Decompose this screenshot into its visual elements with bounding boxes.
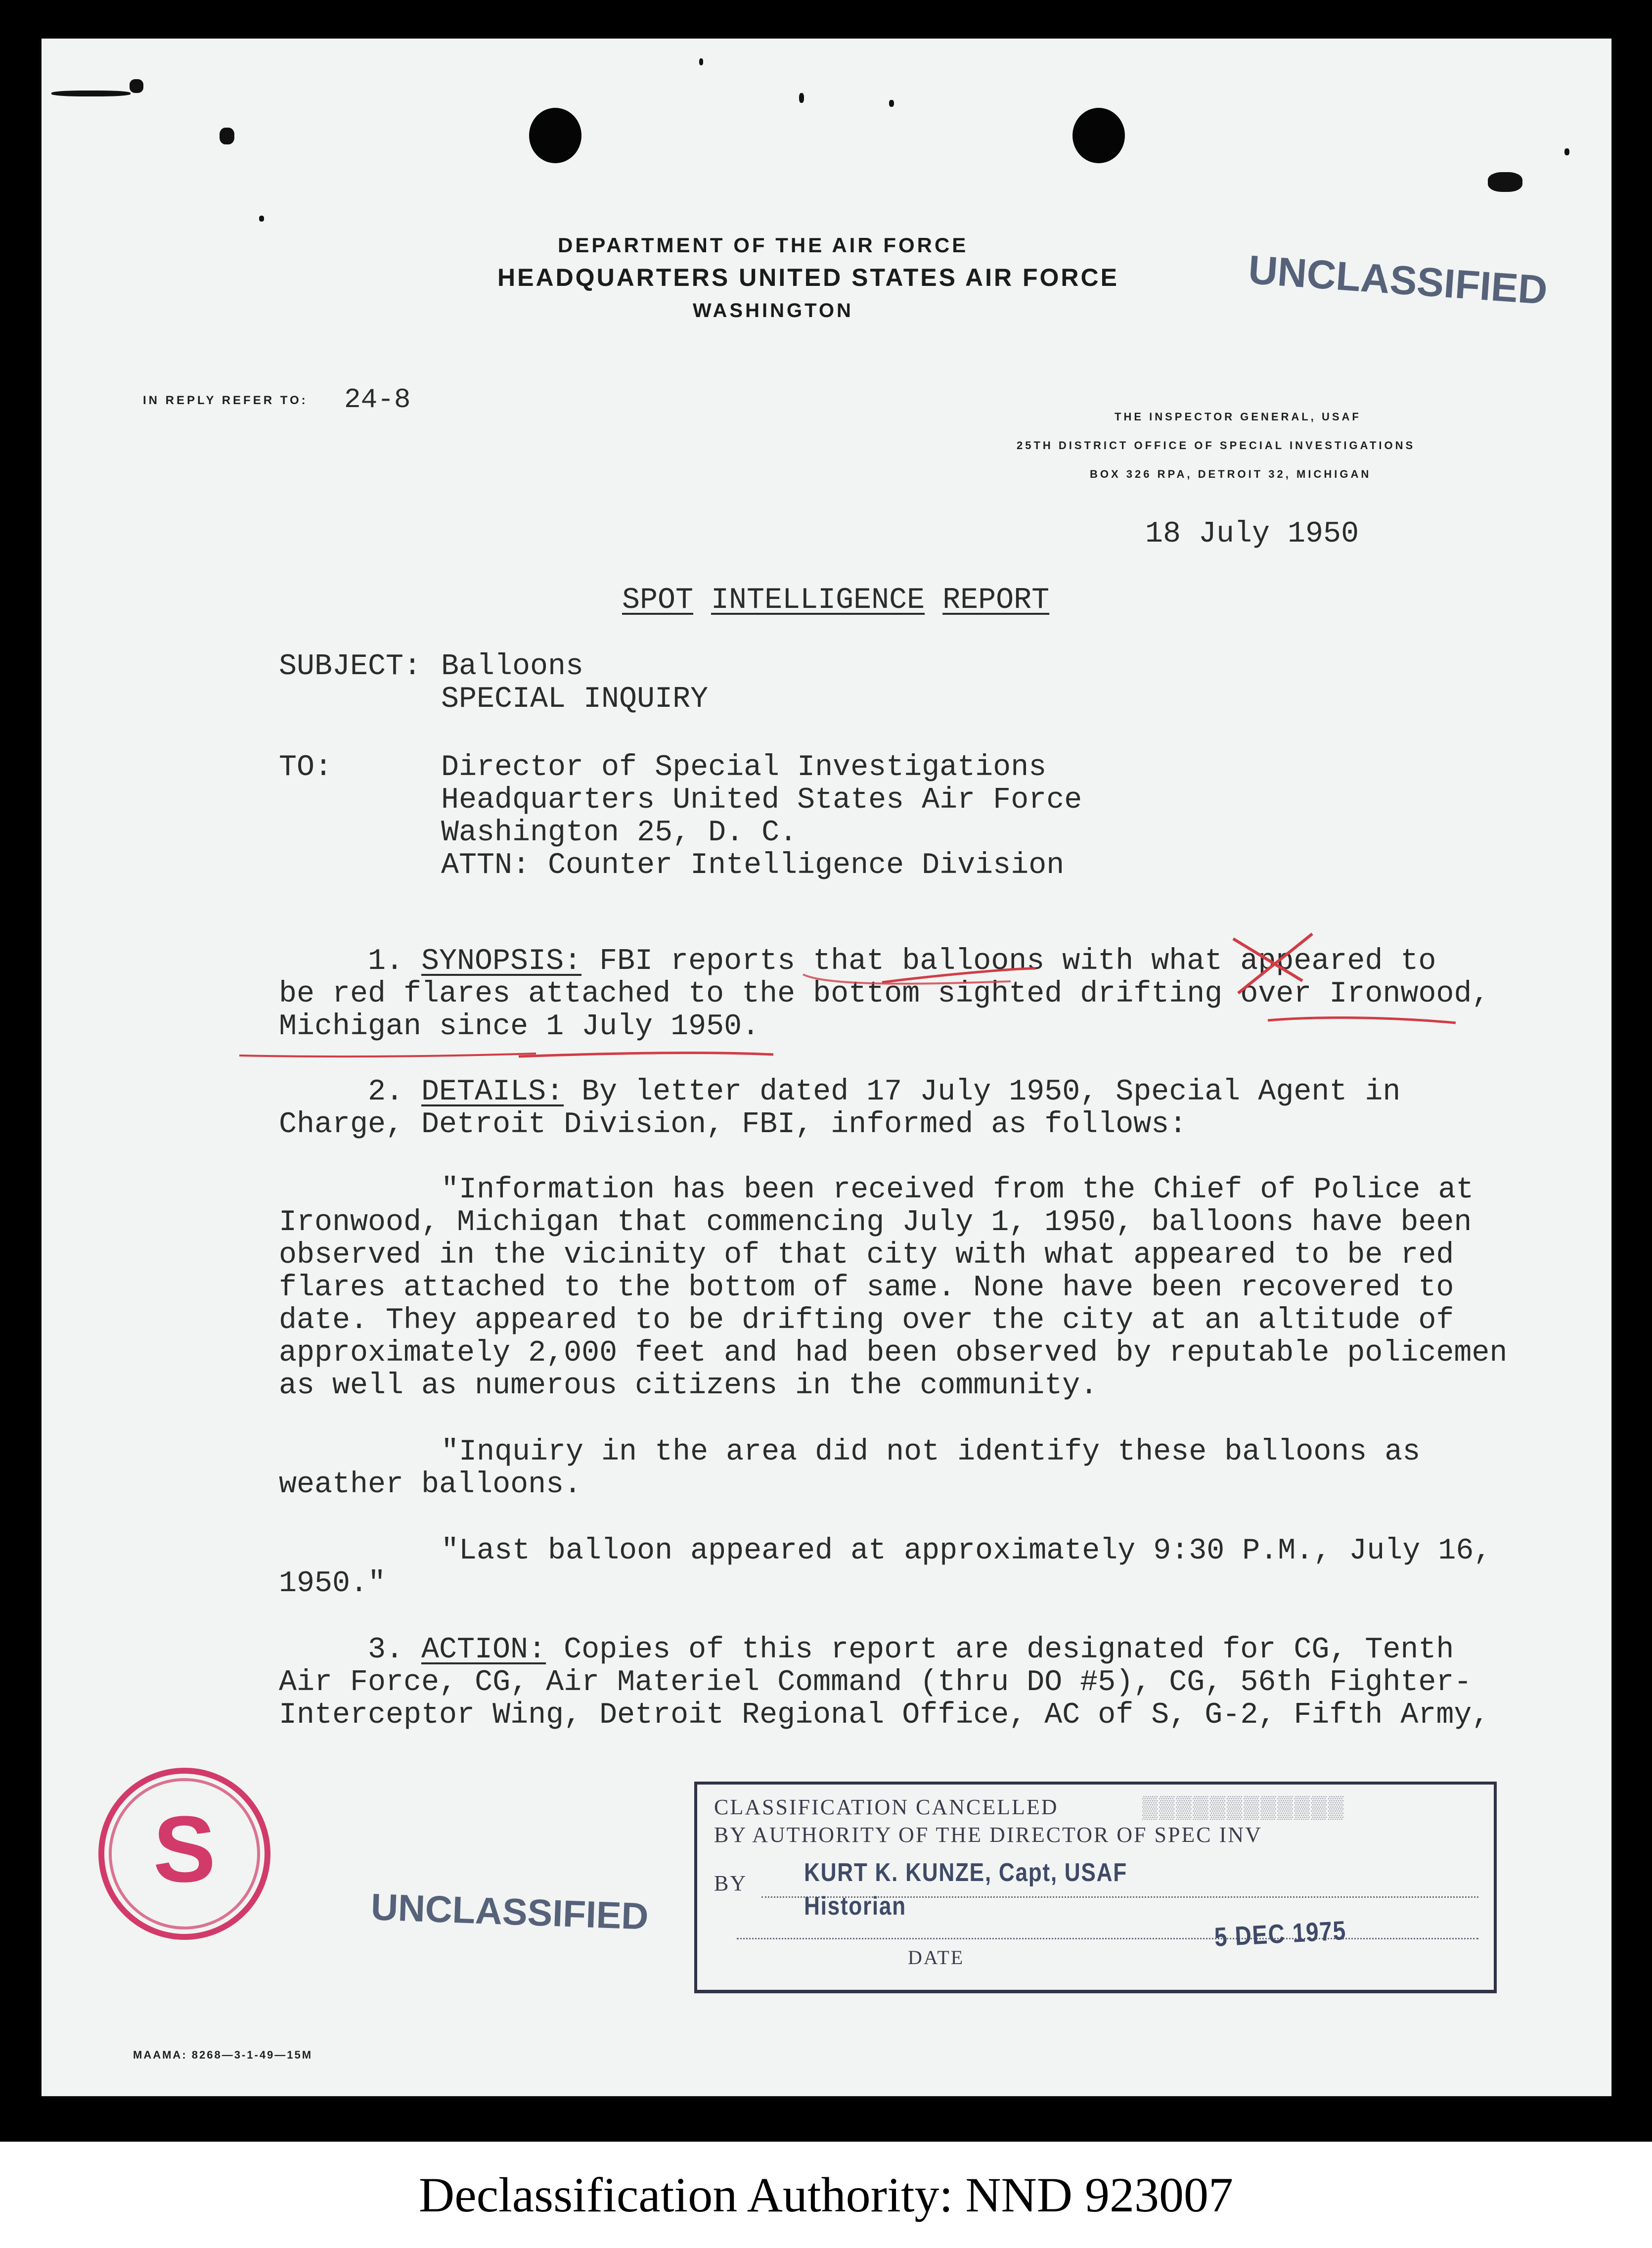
paragraph-2-text: By letter dated 17 July 1950, Special Agent in — [564, 1075, 1401, 1109]
to-line-2: Headquarters United States Air Force — [441, 783, 1082, 817]
report-title-word: INTELLIGENCE — [711, 584, 925, 617]
declassification-footer — [0, 2142, 1652, 2248]
unclassified-stamp-top: UNCLASSIFIED — [1247, 247, 1549, 314]
subject-line-2: SPECIAL INQUIRY — [441, 683, 709, 716]
quote-1-line-7: as well as numerous citizens in the community. — [279, 1369, 1098, 1403]
paragraph-1-line-3: Michigan since 1 July 1950. — [279, 1010, 760, 1044]
classification-cancelled-stamp — [694, 1782, 1497, 1993]
to-line-3: Washington 25, D. C. — [441, 816, 798, 850]
quote-3-line-1: "Last balloon appeared at approximately 9:30 P.M., July 16, — [441, 1534, 1492, 1568]
paragraph-heading-action: ACTION: — [421, 1633, 546, 1667]
paragraph-1-text: FBI reports that balloons with what appeared to — [581, 945, 1436, 978]
letterhead-headquarters: HEADQUARTERS UNITED STATES AIR FORCE — [497, 264, 1119, 291]
report-date: 18 July 1950 — [1145, 517, 1359, 551]
office-line-3: BOX 326 RPA, DETROIT 32, MICHIGAN — [1090, 468, 1372, 480]
paragraph-2-line-2: Charge, Detroit Division, FBI, informed as follows: — [279, 1108, 1187, 1142]
reply-refer-label: IN REPLY REFER TO: — [143, 394, 308, 407]
paragraph-3-line-3: Interceptor Wing, Detroit Regional Office, AC of S, G-2, Fifth Army, — [279, 1698, 1490, 1732]
unclassified-stamp-bottom: UNCLASSIFIED — [370, 1886, 649, 1938]
reply-refer-value: 24-8 — [344, 384, 411, 415]
quote-1-line-2: Ironwood, Michigan that commencing July 1, 1950, balloons have been — [279, 1206, 1472, 1239]
paragraph-2-first-line — [368, 1075, 1400, 1109]
classification-signer-title: Historian — [804, 1892, 906, 1921]
office-line-2: 25TH DISTRICT OFFICE OF SPECIAL INVESTIGATIONS — [1017, 439, 1416, 452]
to-label: TO: — [279, 751, 333, 784]
classification-line-1: CLASSIFICATION CANCELLED — [714, 1795, 1059, 1819]
letterhead-city: WASHINGTON — [693, 300, 853, 321]
red-cross-mark — [1238, 934, 1312, 993]
classification-smudge: ▒▒▒▒▒▒▒▒▒▒▒▒ — [1142, 1795, 1345, 1819]
date-dotted-line — [737, 1938, 1478, 1939]
red-cross-mark — [1233, 939, 1302, 981]
quote-1-line-5: date. They appeared to be drifting over the city at an altitude of — [279, 1304, 1454, 1337]
red-underline-ironwood — [1268, 1018, 1456, 1023]
quote-2-line-1: "Inquiry in the area did not identify these balloons as — [441, 1435, 1421, 1469]
quote-3-line-2: 1950." — [279, 1567, 386, 1601]
to-line-1: Director of Special Investigations — [441, 751, 1047, 784]
quote-1-line-1: "Information has been received from the Chief of Police at — [441, 1173, 1474, 1207]
seal-letter: S — [153, 1797, 216, 1902]
classification-line-2: BY AUTHORITY OF THE DIRECTOR OF SPEC INV — [714, 1823, 1262, 1847]
classification-date-label: DATE — [908, 1946, 965, 1969]
quote-1-line-4: flares attached to the bottom of same. None have been recovered to — [279, 1271, 1454, 1305]
paragraph-3-text: Copies of this report are designated for CG, Tenth — [546, 1633, 1454, 1667]
paragraph-3-first-line — [368, 1633, 1454, 1667]
red-underline-michigan — [239, 1054, 536, 1056]
paragraph-number: 1. — [368, 945, 404, 978]
to-line-4: ATTN: Counter Intelligence Division — [441, 849, 1065, 882]
paragraph-number: 3. — [368, 1633, 404, 1667]
secret-seal-stamp — [97, 1767, 271, 1941]
paragraph-3-line-2: Air Force, CG, Air Materiel Command (thru DO #5), CG, 56th Fighter- — [279, 1666, 1472, 1699]
form-number: MAAMA: 8268—3-1-49—15M — [133, 2049, 313, 2061]
document-page — [42, 39, 1611, 2096]
quote-2-line-2: weather balloons. — [279, 1468, 582, 1502]
subject-label: SUBJECT: — [279, 650, 422, 684]
red-underline-date — [519, 1053, 773, 1056]
classification-date-value: 5 DEC 1975 — [1213, 1916, 1347, 1952]
classification-signer: KURT K. KUNZE, Capt, USAF — [804, 1858, 1127, 1887]
paragraph-1-line-2: be red flares attached to the bottom sighted drifting over Ironwood, — [279, 977, 1490, 1011]
report-title-word: REPORT — [942, 584, 1050, 617]
office-line-1: THE INSPECTOR GENERAL, USAF — [1115, 411, 1361, 423]
quote-1-line-6: approximately 2,000 feet and had been observed by reputable policemen — [279, 1336, 1508, 1370]
letterhead-department: DEPARTMENT OF THE AIR FORCE — [558, 233, 969, 257]
declassification-authority-text: Declassification Authority: NND 923007 — [419, 2167, 1233, 2222]
paragraph-heading-details: DETAILS: — [421, 1075, 564, 1109]
paragraph-heading-synopsis: SYNOPSIS: — [421, 945, 582, 978]
paragraph-number: 2. — [368, 1075, 404, 1109]
classification-by-label: BY — [714, 1871, 748, 1895]
quote-1-line-3: observed in the vicinity of that city with what appeared to be red — [279, 1239, 1454, 1272]
red-underline-balloons — [882, 968, 1035, 982]
subject-line-1: Balloons — [441, 650, 584, 684]
report-title-word: SPOT — [622, 584, 694, 617]
